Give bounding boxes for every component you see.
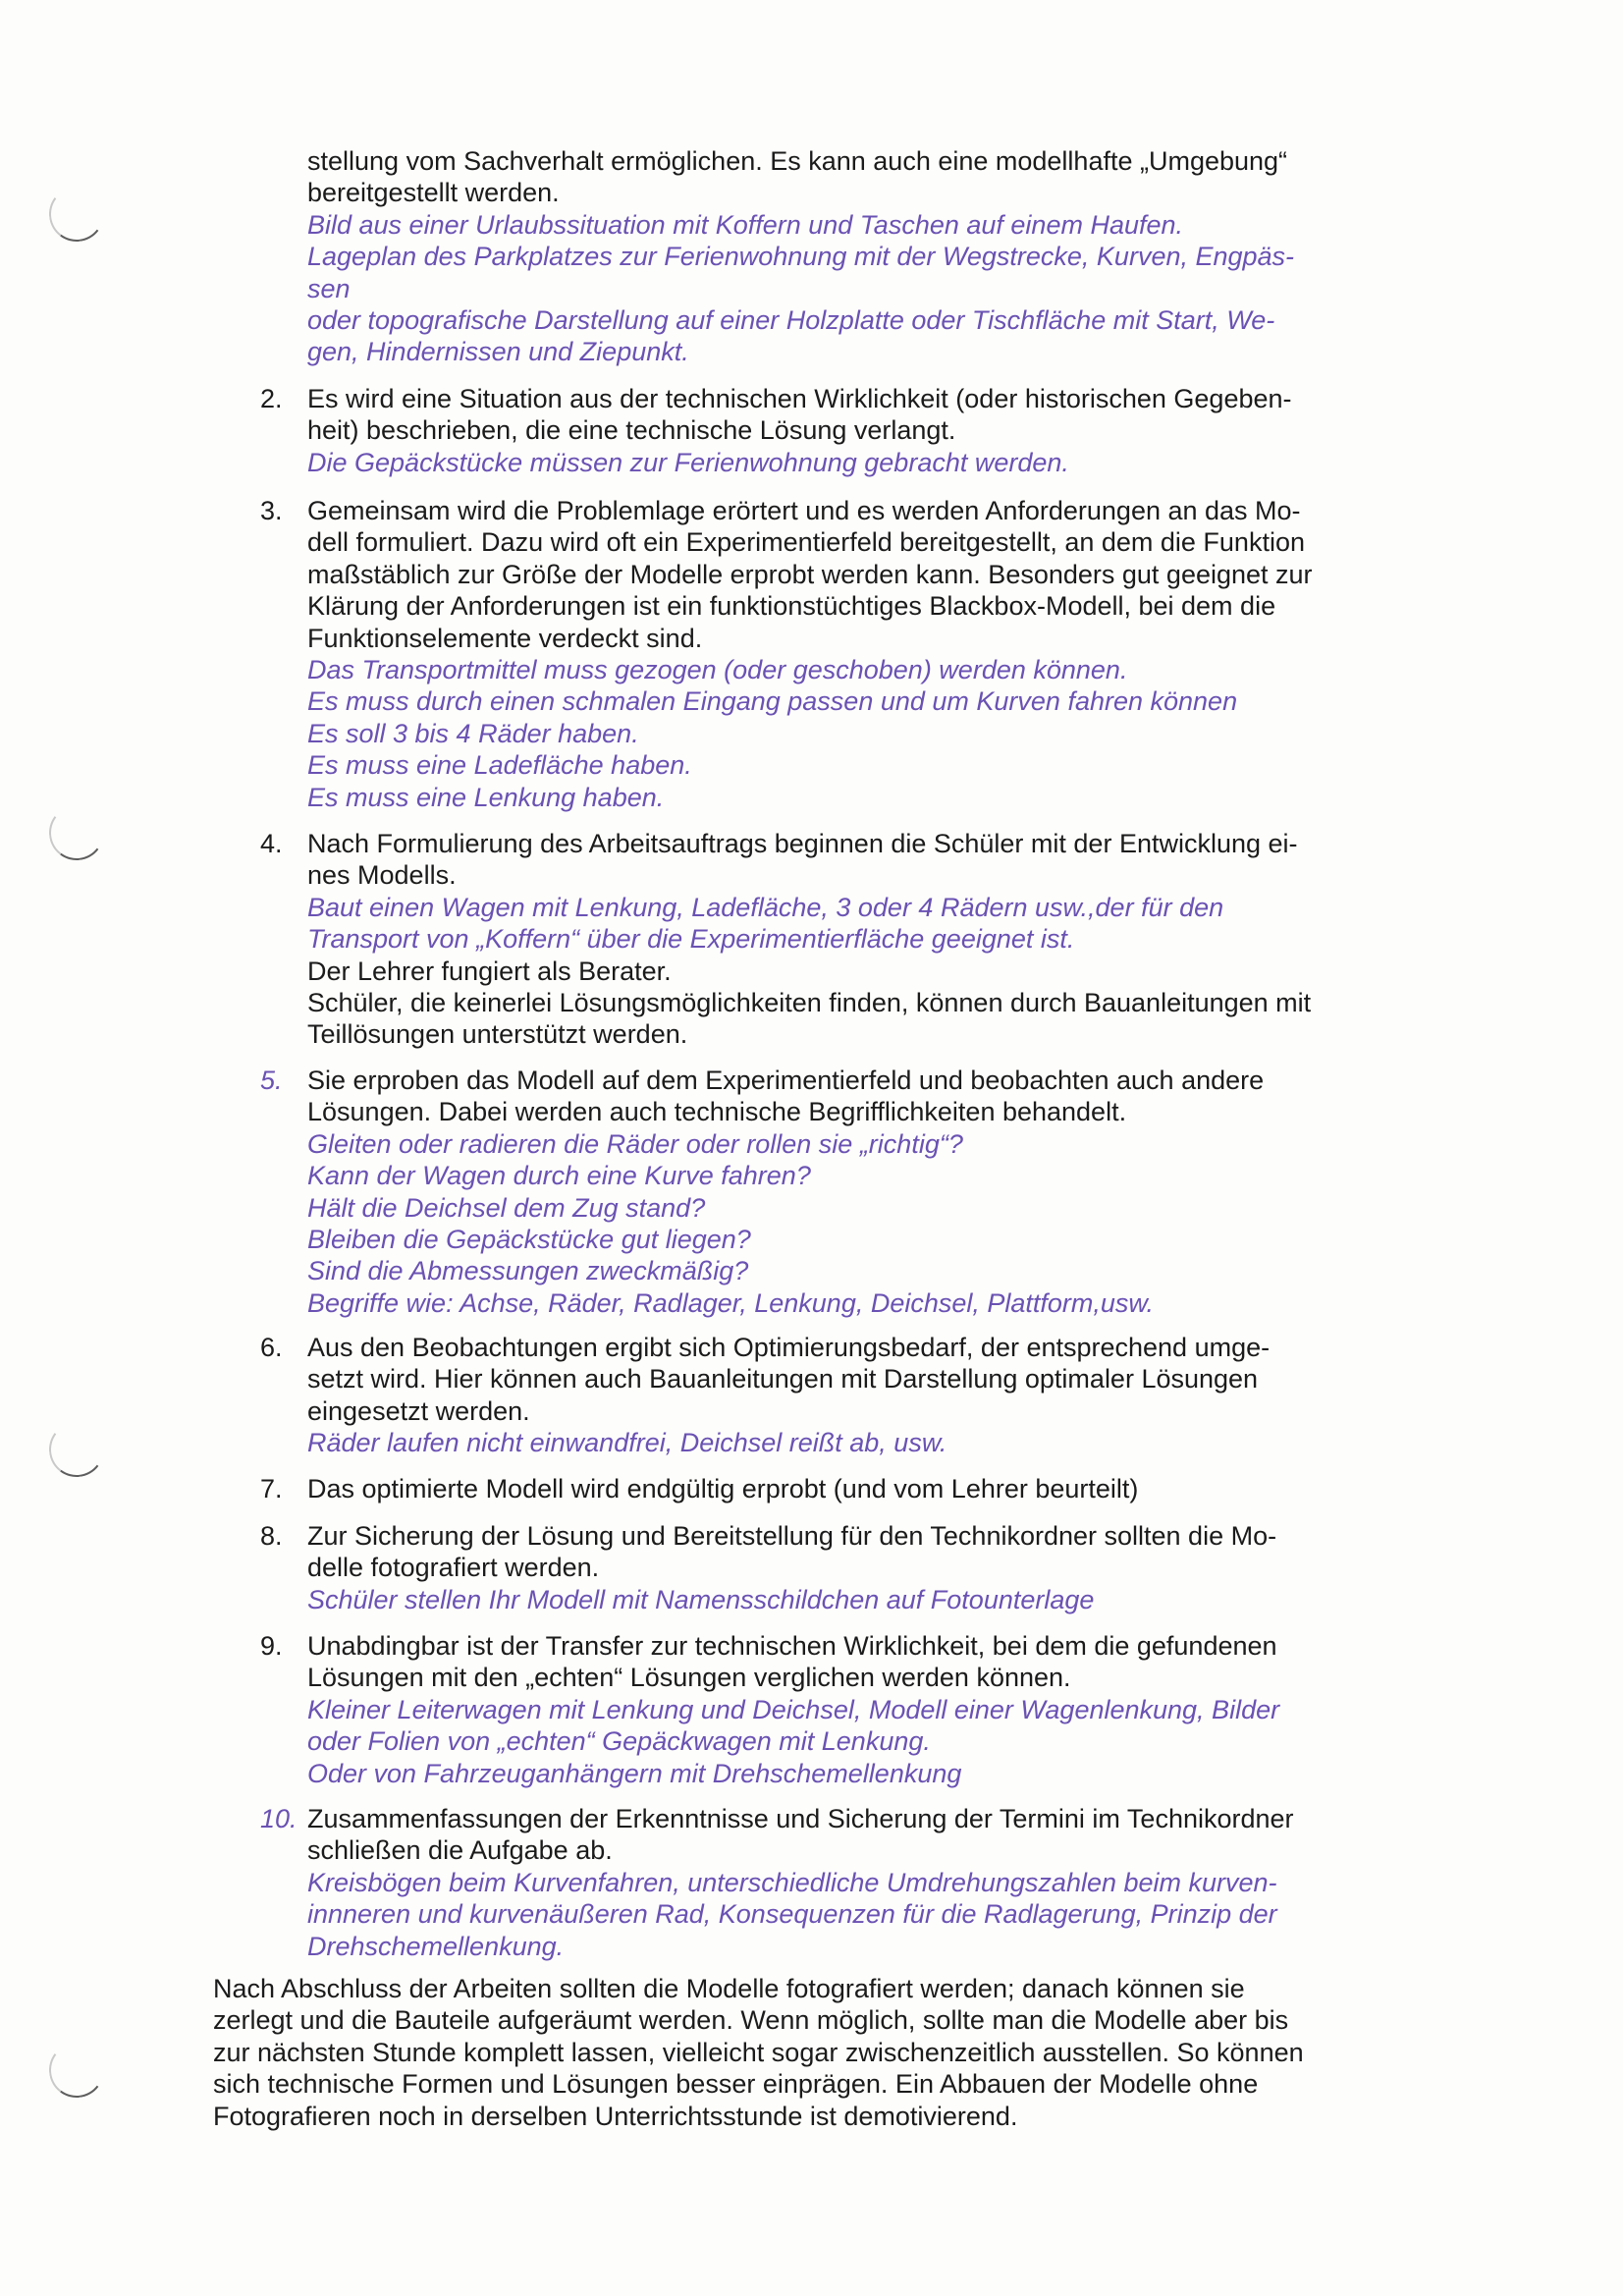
item-body xyxy=(307,1473,1412,1504)
item-number: 5. xyxy=(260,1066,283,1095)
example-line: Kreisbögen beim Kurvenfahren, unterschiedliche Umdrehungszahlen beim kurven- xyxy=(307,1867,1277,1897)
example-line: Es soll 3 bis 4 Räder haben. xyxy=(307,718,639,748)
item-body xyxy=(307,495,1412,813)
item-body xyxy=(307,1803,1412,1962)
punch-hole xyxy=(45,183,107,245)
text-line: Gemeinsam wird die Problemlage erörtert und es werden Anforderungen an das Mo- xyxy=(307,496,1301,525)
text-line: Teillösungen unterstützt werden. xyxy=(307,1019,688,1050)
example-line: Kleiner Leiterwagen mit Lenkung und Deichsel, Modell einer Wagenlenkung, Bilder xyxy=(307,1694,1280,1724)
text-line: zerlegt und die Bauteile aufgeräumt werden. Wenn möglich, sollte man die Modelle aber bis xyxy=(213,2005,1289,2036)
intro-paragraph xyxy=(307,145,1407,368)
item-number: 4. xyxy=(260,829,283,858)
text-line: Unabdingbar ist der Transfer zur technischen Wirklichkeit, bei dem die gefundenen xyxy=(307,1631,1277,1661)
text-line: Aus den Beobachtungen ergibt sich Optimierungsbedarf, der entsprechend umge- xyxy=(307,1333,1271,1362)
example-line: sen xyxy=(307,273,351,303)
punch-hole xyxy=(45,801,107,863)
text-line: Es wird eine Situation aus der technischen Wirklichkeit (oder historischen Gegeben- xyxy=(307,384,1292,413)
item-body xyxy=(307,383,1412,478)
text-line: nes Modells. xyxy=(307,860,457,891)
example-line: Es muss eine Lenkung haben. xyxy=(307,782,665,812)
example-line: oder Folien von „echten“ Gepäckwagen mit Lenkung. xyxy=(307,1726,931,1757)
example-line: Bild aus einer Urlaubssituation mit Koffern und Taschen auf einem Haufen. xyxy=(307,209,1184,240)
item-body xyxy=(307,1630,1412,1789)
example-line: Es muss eine Ladefläche haben. xyxy=(307,750,692,781)
text-line: Das optimierte Modell wird endgültig erprobt (und vom Lehrer beurteilt) xyxy=(307,1474,1139,1503)
example-line: Es muss durch einen schmalen Eingang passen und um Kurven fahren können xyxy=(307,686,1238,717)
text-line: delle fotografiert werden. xyxy=(307,1553,600,1583)
text-line: zur nächsten Stunde komplett lassen, vielleicht sogar zwischenzeitlich ausstellen. So können xyxy=(213,2037,1304,2067)
item-body xyxy=(307,1520,1412,1615)
text-line: Schüler, die keinerlei Lösungsmöglichkeiten finden, können durch Bauanleitungen mit xyxy=(307,988,1312,1018)
example-line: Sind die Abmessungen zweckmäßig? xyxy=(307,1256,749,1286)
text-line: Lösungen. Dabei werden auch technische Begrifflichkeiten behandelt. xyxy=(307,1097,1127,1127)
item-number: 3. xyxy=(260,496,283,525)
item-number: 2. xyxy=(260,384,283,413)
item-number: 8. xyxy=(260,1521,283,1551)
example-line: Die Gepäckstücke müssen zur Ferienwohnung gebracht werden. xyxy=(307,447,1069,477)
text-line: setzt wird. Hier können auch Bauanleitungen mit Darstellung optimaler Lösungen xyxy=(307,1364,1259,1394)
example-line: Begriffe wie: Achse, Räder, Radlager, Lenkung, Deichsel, Plattform,usw. xyxy=(307,1287,1154,1318)
item-number: 6. xyxy=(260,1333,283,1362)
item-body xyxy=(307,1065,1412,1319)
text-line: heit) beschrieben, die eine technische Lösung verlangt. xyxy=(307,415,956,446)
text-line: Zur Sicherung der Lösung und Bereitstellung für den Technikordner sollten die Mo- xyxy=(307,1521,1277,1551)
text-line: Funktionselemente verdeckt sind. xyxy=(307,623,703,653)
punch-hole xyxy=(45,2039,107,2101)
text-line: Lösungen mit den „echten“ Lösungen verglichen werden können. xyxy=(307,1663,1071,1693)
example-line: gen, Hindernissen und Ziepunkt. xyxy=(307,337,689,367)
example-line: Kann der Wagen durch eine Kurve fahren? xyxy=(307,1161,811,1191)
text-line: sich technische Formen und Lösungen besser einprägen. Ein Abbauen der Modelle ohne xyxy=(213,2069,1259,2100)
text-line: Fotografieren noch in derselben Unterrichtsstunde ist demotivierend. xyxy=(213,2101,1018,2131)
text-line: stellung vom Sachverhalt ermöglichen. Es kann auch eine modellhafte „Umgebung“ xyxy=(307,146,1288,176)
example-line: Gleiten oder radieren die Räder oder rollen sie „richtig“? xyxy=(307,1128,963,1159)
example-line: Schüler stellen Ihr Modell mit Namensschildchen auf Fotounterlage xyxy=(307,1584,1095,1614)
example-line: Oder von Fahrzeuganhängern mit Drehschemellenkung xyxy=(307,1758,962,1788)
example-line: Bleiben die Gepäckstücke gut liegen? xyxy=(307,1225,751,1255)
example-line: Lageplan des Parkplatzes zur Ferienwohnung mit der Wegstrecke, Kurven, Engpäs- xyxy=(307,242,1295,272)
text-line: Klärung der Anforderungen ist ein funktionstüchtiges Blackbox-Modell, bei dem die xyxy=(307,591,1276,622)
text-line: Zusammenfassungen der Erkenntnisse und Sicherung der Termini im Technikordner xyxy=(307,1804,1294,1833)
item-body xyxy=(307,1332,1412,1459)
item-body xyxy=(307,828,1412,1051)
text-line: bereitgestellt werden. xyxy=(307,178,560,208)
closing-paragraph xyxy=(213,1973,1406,2132)
text-line: Nach Formulierung des Arbeitsauftrags beginnen die Schüler mit der Entwicklung ei- xyxy=(307,829,1298,858)
text-line: schließen die Aufgabe ab. xyxy=(307,1835,613,1866)
example-line: Räder laufen nicht einwandfrei, Deichsel reißt ab, usw. xyxy=(307,1428,947,1458)
example-line: Das Transportmittel muss gezogen (oder geschoben) werden können. xyxy=(307,655,1128,685)
text-line: dell formuliert. Dazu wird oft ein Experimentierfeld bereitgestellt, an dem die Funktion xyxy=(307,527,1305,558)
item-number: 7. xyxy=(260,1474,283,1503)
text-line: maßstäblich zur Größe der Modelle erprobt werden kann. Besonders gut geeignet zur xyxy=(307,559,1313,589)
example-line: innneren und kurvenäußeren Rad, Konsequenzen für die Radlagerung, Prinzip der xyxy=(307,1899,1277,1930)
example-line: oder topografische Darstellung auf einer Holzplatte oder Tischfläche mit Start, We- xyxy=(307,305,1275,336)
item-number: 10. xyxy=(260,1804,298,1833)
text-line: Sie erproben das Modell auf dem Experimentierfeld und beobachten auch andere xyxy=(307,1066,1265,1095)
punch-hole xyxy=(45,1418,107,1480)
example-line: Baut einen Wagen mit Lenkung, Ladefläche, 3 oder 4 Rädern usw.,der für den xyxy=(307,892,1224,922)
example-line: Transport von „Koffern“ über die Experimentierfläche geeignet ist. xyxy=(307,924,1075,955)
example-line: Hält die Deichsel dem Zug stand? xyxy=(307,1192,706,1223)
text-line: Der Lehrer fungiert als Berater. xyxy=(307,956,672,986)
text-line: Nach Abschluss der Arbeiten sollten die Modelle fotografiert werden; danach können sie xyxy=(213,1974,1245,2003)
example-line: Drehschemellenkung. xyxy=(307,1931,565,1961)
text-line: eingesetzt werden. xyxy=(307,1395,530,1426)
item-number: 9. xyxy=(260,1631,283,1661)
